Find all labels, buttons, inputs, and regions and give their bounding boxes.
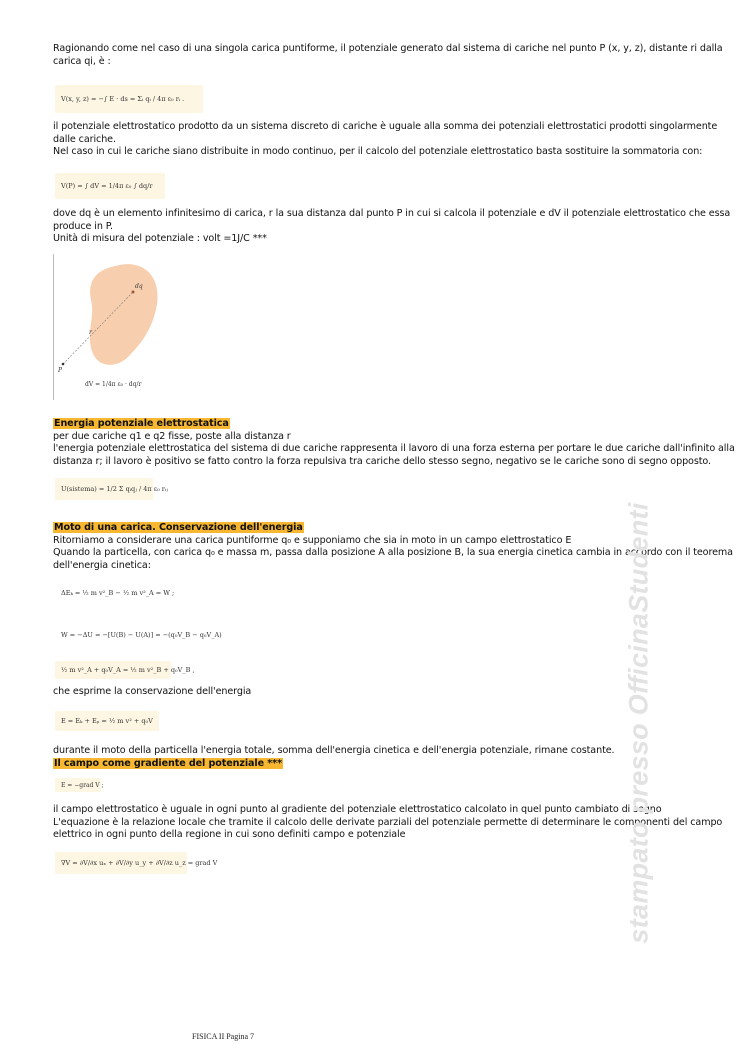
figure-formula: dV = 1/4π ε₀ · dq/r: [85, 381, 142, 388]
paragraph-line: L'equazione è la relazione locale che tramite il calcolo delle derivate parziali del potenziale permette di determinare le componenti del campo elettrico in ogni punto della regione in cui sono definiti campo e potenziale: [53, 816, 723, 840]
watermark: [594, 501, 684, 944]
formula-energy-balance: ½ m v²_A + q₀V_A = ½ m v²_B + q₀V_B ,: [55, 661, 171, 679]
intro-text: Ragionando come nel caso di una singola carica puntiforme, il potenziale generato dal sistema di cariche nel punto P (x, y, z), distante ri dalla carica qi, è :: [53, 43, 723, 67]
label-r: r: [89, 329, 92, 336]
paragraph-line: il campo elettrostatico è uguale in ogni punto al gradiente del potenziale elettrostatico calcolato in quel punto cambiato di segno: [53, 804, 662, 815]
formula-total-energy: E = Eₖ + Eₚ = ½ m v² + q₀V: [55, 711, 159, 731]
label-p: P: [58, 367, 63, 374]
section-energy: [53, 418, 737, 468]
formula-system-energy: U(sistema) = 1/2 Σ qᵢqⱼ / 4π ε₀ rᵢⱼ: [55, 478, 153, 500]
charge-distribution-figure: [53, 254, 173, 402]
section-heading: Energia potenziale elettrostatica: [54, 418, 229, 429]
label-dq: dq: [135, 283, 143, 290]
formula-kinetic-theorem: ΔEₖ = ½ m v²_B − ½ m v²_A = W ;: [61, 589, 175, 597]
paragraph-line: per due cariche q1 e q2 fisse, poste alla distanza r: [53, 430, 291, 442]
formula-work-potential: W = −ΔU = −[U(B) − U(A)] = −(q₀V_B − q₀V_A): [61, 631, 222, 639]
charge-blob-shape: [90, 264, 158, 365]
watermark-text: stampato presso OfficinaStudenti: [623, 501, 654, 944]
paragraph-conservation: che esprime la conservazione dell'energia: [53, 686, 252, 697]
paragraph-line: Ritorniamo a considerare una carica puntiforme q₀ e supponiamo che sia in moto in un campo elettrostatico E: [53, 534, 572, 546]
paragraph-line: dove dq è un elemento infinitesimo di carica, r la sua distanza dal punto P in cui si calcola il potenziale e dV il potenziale elettrostatico che essa produce in P.: [53, 208, 731, 232]
paragraph-line: Unità di misura del potenziale : volt =1J/C ***: [53, 233, 267, 244]
paragraph-dq: [53, 208, 737, 246]
section-heading: Moto di una carica. Conservazione dell'energia: [54, 522, 303, 533]
paragraph-discrete: [53, 121, 737, 159]
section-heading: Il campo come gradiente del potenziale ***: [54, 757, 282, 769]
p-point: [62, 363, 65, 366]
paragraph-line: Nel caso in cui le cariche siano distribuite in modo continuo, per il calcolo del potenziale elettrostatico basta sostituire la sommatoria con:: [53, 146, 703, 157]
paragraph-line: durante il moto della particella l'energia totale, somma dell'energia cinetica e dell'energia potenziale, rimane costante.: [53, 745, 615, 756]
formula-potential-integral: V(P) = ∫ dV = 1/4π ε₀ ∫ dq/r: [55, 173, 165, 199]
paragraph-line: Quando la particella, con carica q₀ e massa m, passa dalla posizione A alla posizione B, la sua energia cinetica cambia in accordo con il teorema dell'energia cinetica:: [53, 547, 733, 571]
formula-potential-sum: V(x, y, z) = −∫ E · ds = Σᵢ qᵢ / 4π ε₀ rᵢ .: [55, 85, 203, 113]
figure-svg: [53, 254, 173, 402]
page-footer: FISICA II Pagina 7: [192, 1032, 254, 1041]
paragraph-line: il potenziale elettrostatico prodotto da un sistema discreto di cariche è uguale alla somma dei potenziali elettrostatici prodotti singolarmente dalle cariche.: [53, 121, 718, 145]
formula-gradient-short: E = −grad V ;: [55, 778, 101, 792]
paragraph-line: l'energia potenziale elettrostatica del sistema di due cariche rappresenta il lavoro di una forza esterna per portare le due cariche dall'infinito alla distanza r; il lavoro è positivo se fatto contro la forza repulsiva tra cariche dello stesso segno, negativo se le cariche sono di segno opposto.: [53, 443, 735, 467]
formula-gradient-full: ∇V = ∂V/∂x uₓ + ∂V/∂y u_y + ∂V/∂z u_z = grad V: [55, 852, 187, 874]
